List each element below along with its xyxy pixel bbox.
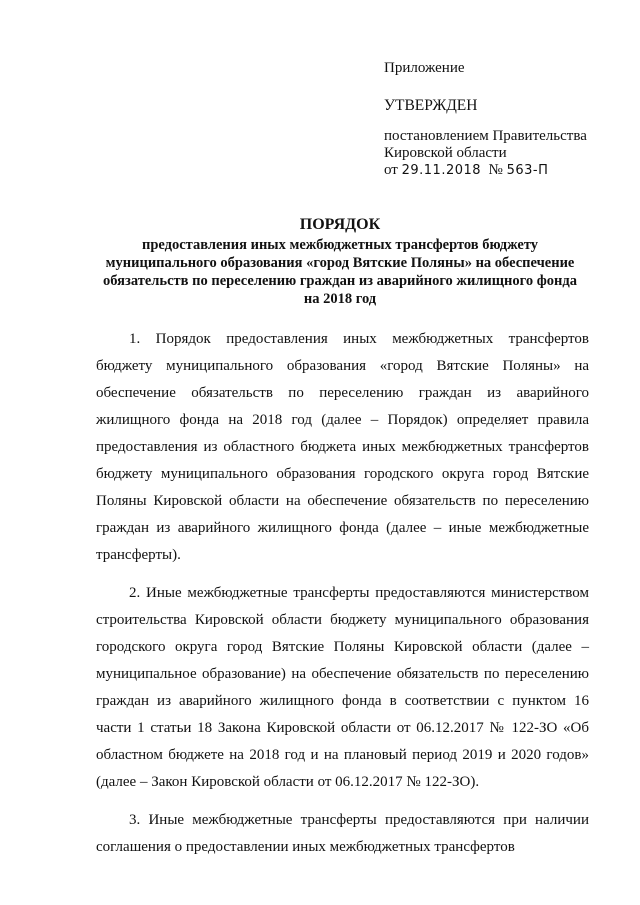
document-body <box>96 326 589 872</box>
approval-block <box>384 60 624 179</box>
title-line-4: на 2018 год <box>303 291 377 307</box>
paragraph-2: 2. Иные межбюджетные трансферты предоставляются министерством строительства Кировской области бюджету муниципального образования городского округа город Вятские Поляны Кировской области (далее – муниципальное образование) на обеспечение обязательств по переселению граждан из аварийного жилищного фонда в соответствии с пунктом 16 части 1 статьи 18 Закона Кировской области от 06.12.2017 № 122-ЗО «Об областном бюджете на 2018 год и на плановый период 2019 и 2020 годов» (далее – Закон Кировской области от 06.12.2017 № 122-ЗО). <box>96 585 589 790</box>
title-line-2: муниципального образования «город Вятские Поляны» на обеспечение <box>105 255 575 271</box>
handwritten-number: 563-П <box>506 163 549 178</box>
title-main: ПОРЯДОК <box>299 216 381 233</box>
document-title <box>60 215 620 308</box>
title-line-1: предоставления иных межбюджетных трансфертов бюджету <box>141 237 539 253</box>
paragraph-3: 3. Иные межбюджетные трансферты предоставляются при наличии соглашения о предоставлении иных межбюджетных трансфертов <box>96 812 589 855</box>
decree-line-2: Кировской области <box>384 145 507 161</box>
title-line-3: обязательств по переселению граждан из аварийного жилищного фонда <box>103 273 577 289</box>
number-prefix: № <box>488 162 503 178</box>
appendix-label: Приложение <box>384 60 465 76</box>
date-prefix: от <box>384 162 398 178</box>
decree-line-1: постановлением Правительства <box>384 128 587 144</box>
decree-date-line <box>384 162 624 179</box>
approved-label: УТВЕРЖДЕН <box>384 97 478 114</box>
handwritten-date: 29.11.2018 <box>401 163 482 178</box>
paragraph-1: 1. Порядок предоставления иных межбюджетных трансфертов бюджету муниципального образования «город Вятские Поляны» на обеспечение обязательств по переселению граждан из аварийного жилищного фонда на 2018 год (далее – Порядок) определяет правила предоставления из областного бюджета иных межбюджетных трансфертов бюджету муниципального образования городского округа город Вятские Поляны Кировской области на обеспечение обязательств по переселению граждан из аварийного жилищного фонда (далее – иные межбюджетные трансферты). <box>96 331 589 563</box>
